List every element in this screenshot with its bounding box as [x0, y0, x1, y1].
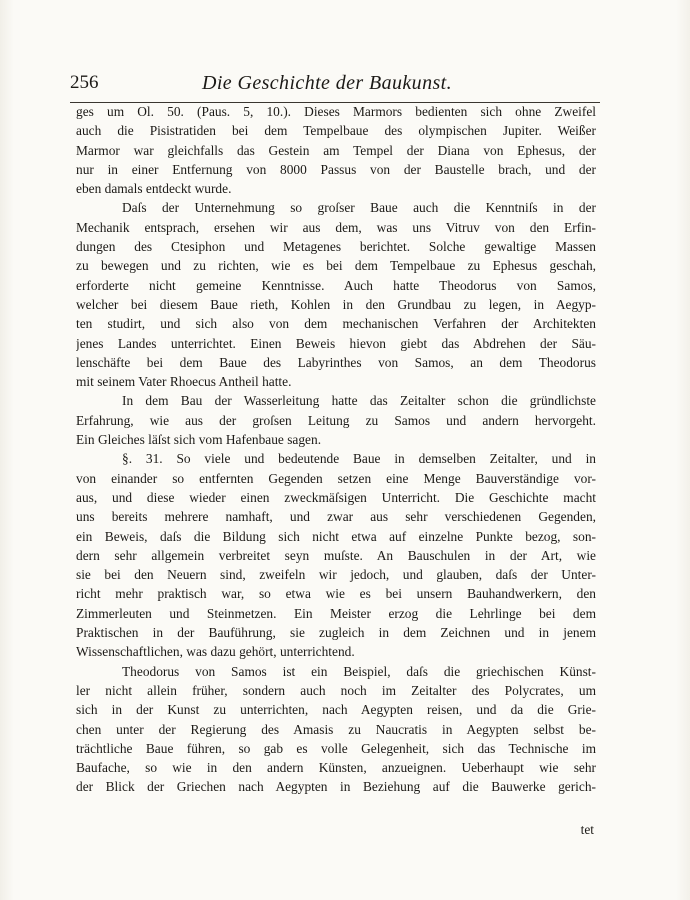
text-line: Baufache, so wie in den andern Künsten, anzueignen. Ueberhaupt wie sehr: [76, 760, 596, 776]
text-line: Wissenschaftlichen, was dazu gehört, unterrichtend.: [76, 644, 355, 660]
catchword: tet: [580, 822, 594, 837]
text-line: richt mehr praktisch war, so etwa wie es bei unsern Bauhandwerkern, den: [76, 586, 596, 602]
page-header: [70, 72, 600, 103]
text-line: der Blick der Griechen nach Aegypten in Beziehung auf die Bauwerke gerich-: [76, 779, 596, 795]
text-line: Ein Gleiches läſst sich vom Hafenbaue sagen.: [76, 432, 322, 448]
text-line: dern sehr allgemein verbreitet seyn muſste. An Bauschulen in der Art, wie: [76, 547, 596, 563]
text-line: sich in der Kunst zu unterrichten, nach Aegypten reisen, und da die Grie-: [76, 702, 596, 718]
running-title: Die Geschichte der Baukunst.: [202, 72, 453, 94]
text-line: aus, und diese wieder einen zweckmäſsigen Unterricht. Die Geschichte macht: [76, 489, 596, 505]
text-line: ler nicht allein früher, sondern auch noch im Zeitalter des Polycrates, um: [76, 682, 596, 698]
text-line: Praktischen in der Bauführung, sie zugleich in dem Zeichnen und in jenem: [76, 625, 596, 641]
text-line: ten studirt, und sich also von dem mechanischen Verfahren der Architekten: [76, 316, 596, 332]
text-line: lenschäfte bei dem Baue des Labyrinthes von Samos, an dem Theodorus: [76, 354, 596, 370]
text-line: nur in einer Entfernung von 8000 Passus von der Baustelle brach, und der: [76, 161, 596, 177]
text-line: mit seinem Vater Rhoecus Antheil hatte.: [76, 374, 292, 390]
text-line: jenes Landes unterrichtet. Einen Beweis hievon giebt das Abdrehen der Säu-: [76, 335, 596, 351]
text-line: ges um Ol. 50. (Paus. 5, 10.). Dieses Marmors bedienten sich ohne Zweifel: [76, 104, 596, 119]
text-line: von einander so entfernten Gegenden setzen eine Menge Bauverständige vor-: [76, 470, 596, 486]
text-line: Erfahrung, wie aus der groſsen Leitung zu Samos und andern hervorgeht.: [76, 412, 596, 428]
text-line: chen unter der Regierung des Amasis zu Naucratis in Aegypten selbst be-: [76, 721, 596, 737]
page-number: 256: [70, 72, 99, 93]
text-line: dungen des Ctesiphon und Metagenes berichtet. Solche gewaltige Massen: [76, 239, 596, 255]
text-line: ein Beweis, daſs die Bildung sich nicht etwa auf einzelne Punkte bezog, son-: [76, 528, 596, 544]
text-line: Marmor war gleichfalls das Gestein am Tempel der Diana von Ephesus, der: [76, 142, 596, 158]
paragraph-start-line: Theodorus von Samos ist ein Beispiel, daſs die griechischen Künst-: [122, 663, 596, 679]
paragraph-start-line: Daſs der Unternehmung so groſser Baue auch die Kenntniſs in der: [122, 200, 596, 216]
text-line: erforderte nicht gemeine Kenntnisse. Auch hatte Theodorus von Samos,: [76, 277, 596, 293]
text-line: Zimmerleuten und Steinmetzen. Ein Meister erzog die Lehrlinge bei dem: [76, 605, 596, 621]
text-line: auch die Pisistratiden bei dem Tempelbaue des olympischen Jupiter. Weißer: [76, 123, 596, 139]
text-line: eben damals entdeckt wurde.: [76, 181, 232, 197]
text-line: uns bereits mehrere namhaft, und zwar aus sehr verschiedenen Gegenden,: [76, 509, 596, 525]
text-line: welcher bei diesem Baue rieth, Kohlen in den Grundbau zu legen, in Aegyp-: [76, 296, 596, 312]
body-text: [76, 102, 596, 797]
section-start-line: §. 31. So viele und bedeutende Baue in demselben Zeitalter, und in: [122, 451, 596, 467]
text-line: sie bei den Neuern sind, zweifeln wir jedoch, und glauben, daſs der Unter-: [76, 567, 596, 583]
text-line: zu bewegen und zu richten, wie es bei dem Tempelbaue zu Ephesus geschah,: [76, 258, 596, 274]
paragraph-start-line: In dem Bau der Wasserleitung hatte das Zeitalter schon die gründlichste: [122, 393, 596, 409]
text-line: trächtliche Baue führen, so gab es volle Gelegenheit, sich das Technische im: [76, 740, 596, 756]
text-line: Mechanik entsprach, ersehen wir aus dem, was uns Vitruv von den Erfin-: [76, 219, 596, 235]
